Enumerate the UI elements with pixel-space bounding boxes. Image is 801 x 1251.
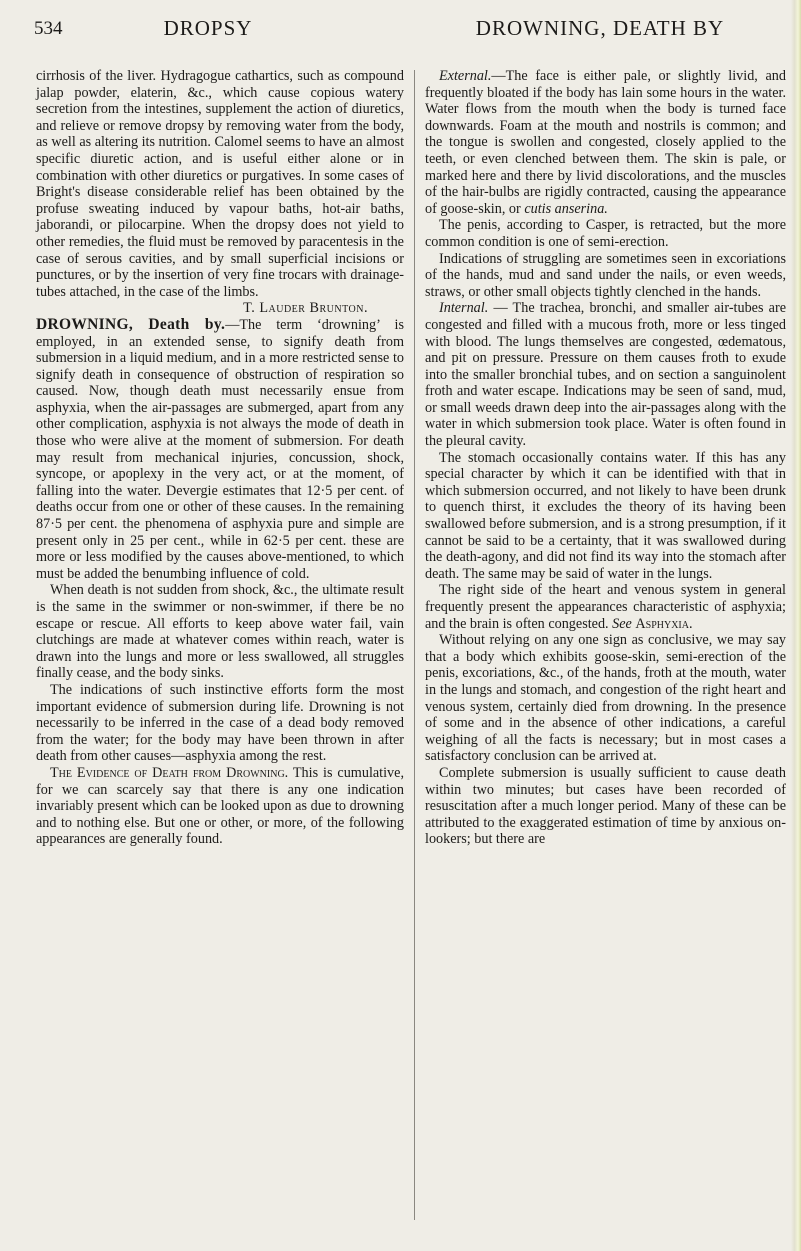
subsection-heading: The Evidence of Death from Drowning. — [50, 764, 289, 781]
paragraph: The indications of such instinctive efforts form the most important evidence of submersion during life. Drowning is not necessarily to be inferred in the case of a dead body removed from the water; for the body may have been thrown in after death from other causes—asphyxia among the rest. — [36, 681, 404, 765]
paragraph: When death is not sudden from shock, &c., the ultimate result is the same in the swimmer or non-swimmer, if there be no escape or rescue. All efforts to keep above water fail, vain clutchings are made at whatever comes within reach, water is drawn into the lungs and more or less swallowed, all struggles finally cease, and the body sinks. — [36, 582, 404, 682]
paragraph-text: The right side of the heart and venous system in general frequently present the appearances characteristic of asphyxia; and the brain is often congested. — [425, 582, 786, 632]
paragraph — [425, 68, 786, 217]
entry-heading: DROWNING, Death by. — [36, 315, 226, 333]
page-number: 534 — [34, 18, 63, 39]
see-label: See — [612, 615, 632, 632]
column-divider — [414, 70, 415, 1220]
author-signature: T. Lauder Brunton. — [243, 300, 368, 317]
entry-paragraph — [36, 317, 404, 583]
paragraph: The penis, according to Casper, is retracted, but the more common condition is one of semi-erection. — [425, 217, 786, 250]
latin-term: cutis anserina. — [524, 200, 608, 217]
paragraph-text: This is cumulative, for we can scarcely say that there is any one indication invariably present which can be looked upon as due to drowning and to nothing else. But one or other, or more, of the following appearances are generally found. — [36, 764, 404, 848]
cross-reference: Asphyxia. — [635, 615, 693, 632]
running-header — [0, 16, 801, 46]
subsection-paragraph — [36, 765, 404, 848]
left-column — [36, 68, 404, 848]
paragraph: The stomach occasionally contains water. If this has any special character by which it can be identified with that in which submersion occurred, and not likely to have been drunk to quench thirst, it excludes the theory of its having been swallowed before submersion, and is a strong presumption, if it cannot be said to be a certainty, that it was swallowed during the death-agony, and did not find its way into the stomach after death. The same may be said of water in the lungs. — [425, 449, 786, 582]
running-head-right: DROWNING, DEATH BY — [475, 16, 725, 40]
running-head-left: DROPSY — [163, 16, 253, 40]
section-label-internal: Internal. — [439, 300, 489, 317]
paragraph: cirrhosis of the liver. Hydragogue cathartics, such as compound jalap powder, elaterin, &c., which cause copious watery secretion from the intestines, supplement the action of diuretics, and relieve or remove dropsy by removing water from the body, as well as altering its nutrition. Calomel seems to have an almost specific diuretic action, and is useful either alone or in combination with other diuretics or purgatives. In some cases of Bright's disease considerable relief has been obtained by the profuse sweating induced by vapour baths, hot-air baths, jaborandi, or pilocarpine. When the dropsy does not yield to other remedies, the fluid must be removed by paracentesis in the case of serous cavities, and by small superficial incisions or punctures, or by the insertion of very fine trocars with drainage-tubes attached, in the case of the limbs. — [36, 68, 405, 300]
paragraph — [425, 300, 786, 449]
page-edge — [791, 0, 801, 1251]
section-label-external: External. — [439, 68, 492, 84]
paragraph: Complete submersion is usually sufficient to cause death within two minutes; but cases have been recorded of resuscitation after a much longer period. Many of these can be attributed to the exaggerated estimation of time by anxious on-lookers; but there are — [425, 764, 786, 848]
paragraph-text: — The trachea, bronchi, and smaller air-tubes are congested and filled with a mucous froth, more or less tinged with blood. The lungs themselves are congested, œdematous, and pit on pressure. Pressure on them causes froth to exude into the smaller bronchial tubes, and on section a sanguinolent froth and water escape. Indications may be seen of sand, mud, or small weeds drawn deep into the air-passages along with the water in which submersion took place. Water is often found in the pleural cavity. — [425, 300, 786, 450]
paragraph: Indications of struggling are sometimes seen in excoriations of the hands, mud and sand under the nails, or even weeds, straws, or other small objects tightly clenched in the hands. — [425, 250, 786, 300]
paragraph-text: —The face is either pale, or slightly livid, and frequently bloated if the body has lain some hours in the water. Water flows from the mouth when the body is turned face downwards. Foam at the mouth and nostrils is common; and the tongue is swollen and congested, closely applied to the teeth, or even clenched between them. The skin is pale, or marked here and there by livid discolorations, and the muscles of the hair-bulbs are rigidly contracted, causing the appearance of goose-skin, or — [425, 68, 786, 217]
paragraph: Without relying on any one sign as conclusive, we may say that a body which exhibits goose-skin, semi-erection of the penis, excoriations, &c., of the hands, froth at the mouth, water in the lungs and stomach, and congestion of the right heart and venous system, certainly died from drowning. In the presence of some and in the absence of other indications, a careful weighing of all the facts is necessary; but in most cases a satisfactory conclusion can be arrived at. — [425, 632, 786, 765]
right-column — [425, 68, 786, 848]
paragraph — [425, 582, 786, 632]
paragraph-text: —The term ‘drowning’ is employed, in an extended sense, to signify death from submersion in a liquid medium, and in a more restricted sense to signify death in consequence of obstruction of respiration so caused. Now, though death must necessarily ensue from asphyxia, when the air-passages are submerged, apart from any other complication, asphyxia is not always the mode of death in those who were alive at the moment of submersion. For death may result from mechanical injuries, concussion, shock, syncope, or apoplexy in the very act, or at the moment, of falling into the water. Devergie estimates that 12·5 per cent. of deaths occur from one or other of these causes. In the remaining 87·5 per cent. the phenomena of asphyxia pure and simple are present only in 25 per cent., while in 62·5 per cent. these are more or less modified by the causes above-mentioned, to which must be added the benumbing influence of cold. — [36, 316, 405, 582]
